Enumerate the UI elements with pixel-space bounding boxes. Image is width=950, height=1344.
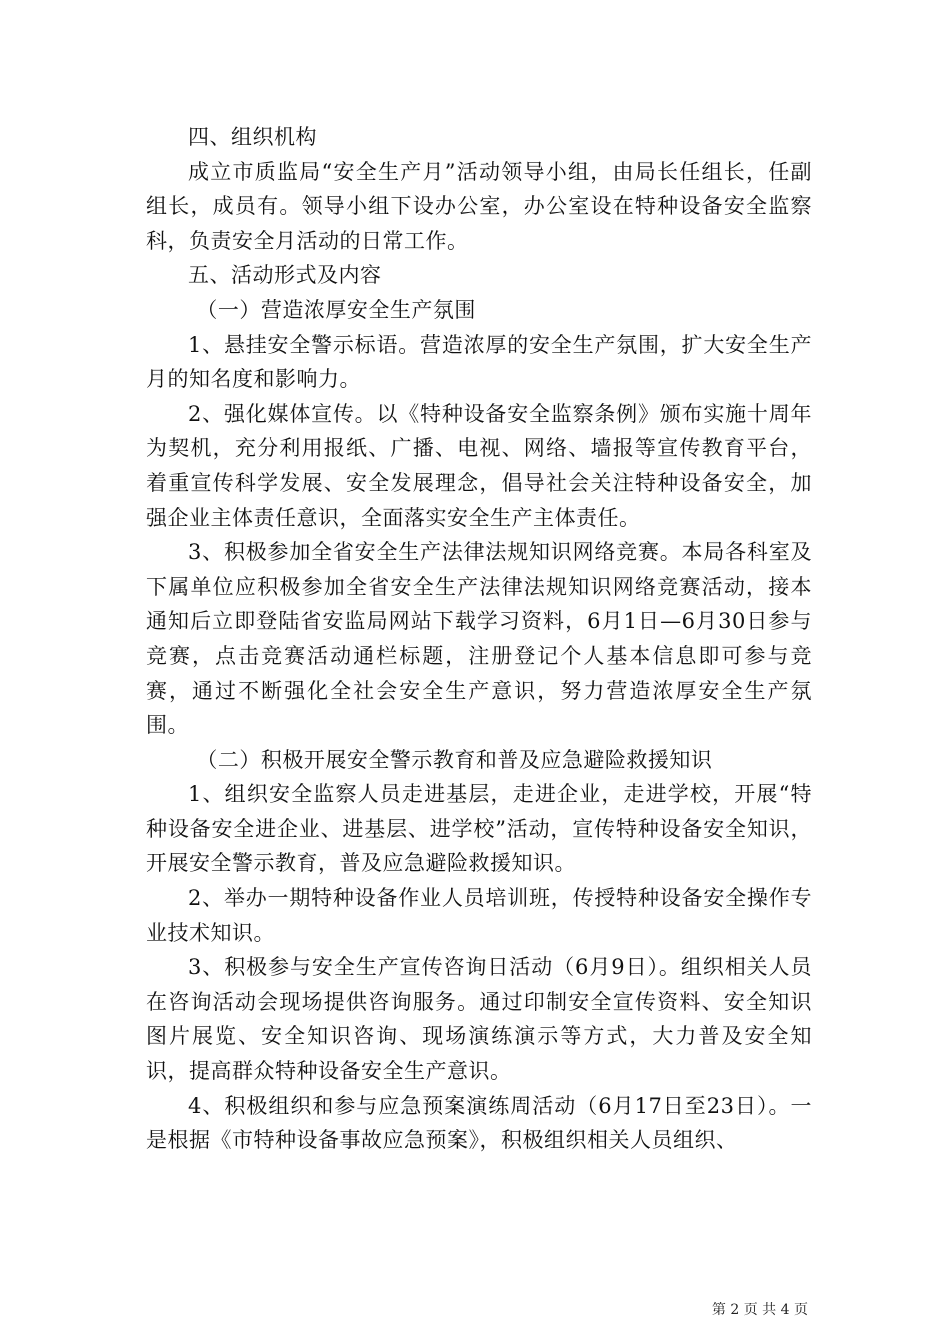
section-heading-organization: 四、组织机构 (188, 125, 317, 149)
paragraph-organization-detail: 成立市质监局“安全生产月”活动领导小组，由局长任组长，任副组长，成员有。领导小组下设办公室，办公室设在特种设备安全监察科，负责安全月活动的日常工作。 (146, 159, 812, 253)
paragraph-item-4-drill-week: 4、积极组织和参与应急预案演练周活动（6月17日至23日）。一是根据《市特种设备事故应急预案》，积极组织相关人员组织、 (146, 1093, 812, 1153)
subheading-atmosphere: （一）营造浓厚安全生产氛围 (196, 297, 476, 322)
paragraph-item-1-grassroots: 1、组织安全监察人员走进基层，走进企业，走进学校，开展“特种设备安全进企业、进基层、进学校”活动，宣传特种设备安全知识，开展安全警示教育，普及应急避险救援知识。 (146, 782, 812, 876)
paragraph-item-3-competition: 3、积极参加全省安全生产法律法规知识网络竞赛。本局各科室及下属单位应积极参加全省安全生产法律法规知识网络竞赛活动，接本通知后立即登陆省安监局网站下载学习资料，6月1日—6月30日参与竞赛，点击竞赛活动通栏标题，注册登记个人基本信息即可参与竞赛，通过不断强化全社会安全生产意识，努力营造浓厚安全生产氛围。 (146, 540, 812, 738)
paragraph-item-3-consultation: 3、积极参与安全生产宣传咨询日活动（6月9日）。组织相关人员在咨询活动会现场提供咨询服务。通过印制安全宣传资料、安全知识图片展览、安全知识咨询、现场演练演示等方式，大力普及安全知识，提高群众特种设备安全生产意识。 (146, 955, 812, 1084)
paragraph-item-1-slogans: 1、悬挂安全警示标语。营造浓厚的安全生产氛围，扩大安全生产月的知名度和影响力。 (146, 332, 812, 392)
document-body (146, 120, 812, 1158)
paragraph-item-2-media: 2、强化媒体宣传。以《特种设备安全监察条例》颁布实施十周年为契机，充分利用报纸、广播、电视、网络、墙报等宣传教育平台，着重宣传科学发展、安全发展理念，倡导社会关注特种设备安全，加强企业主体责任意识，全面落实安全生产主体责任。 (146, 401, 812, 530)
page-number-footer: 第 2 页 共 4 页 (711, 1302, 808, 1318)
paragraph-item-2-training: 2、举办一期特种设备作业人员培训班，传授特种设备安全操作专业技术知识。 (146, 886, 812, 945)
section-heading-activities: 五、活动形式及内容 (188, 263, 382, 288)
subheading-education: （二）积极开展安全警示教育和普及应急避险救援知识 (196, 747, 713, 772)
